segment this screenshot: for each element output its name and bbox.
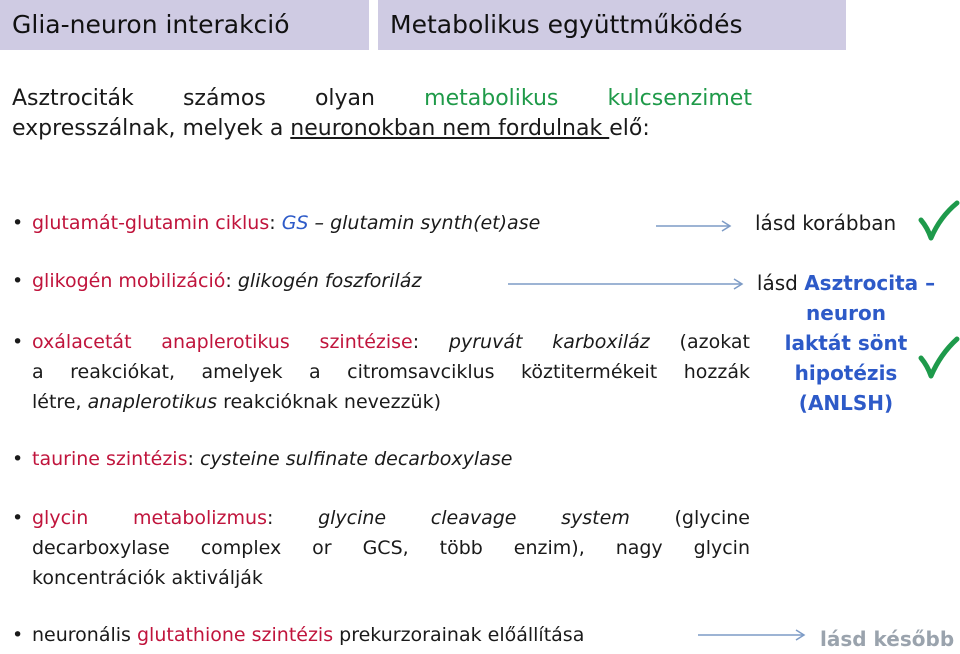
bullet-dot: •: [12, 624, 24, 646]
bullet-colon: :: [269, 212, 282, 234]
bullet-colon: :: [266, 507, 319, 529]
bullet-term: oxálacetát anaplerotikus szintézise: [32, 331, 413, 353]
arrow-right-icon: [508, 276, 748, 292]
bullet-text: koncentrációk aktiválják: [32, 567, 263, 589]
bullet-italic: anaplerotikus: [87, 391, 218, 413]
intro-text: expresszálnak, melyek a: [12, 116, 291, 141]
checkmark-icon: [918, 336, 960, 380]
bullet-text: (azokat: [649, 331, 750, 353]
intro-word: Asztrociták: [12, 86, 134, 111]
bullet-colon: :: [225, 270, 238, 292]
bullet-enzyme: – glutamin synth(et)ase: [308, 212, 541, 234]
side-note-link: hipotézis: [794, 361, 898, 385]
slide-title: Metabolikus együttműködés: [378, 0, 846, 50]
bullet-dot: •: [12, 212, 24, 234]
bullet-text: decarboxylase complex or GCS, több enzim), nagy glycin: [32, 537, 750, 559]
checkmark-icon: [918, 200, 960, 242]
bullet-enzyme: glikogén foszforiláz: [237, 270, 422, 292]
bullet-term: glutathione szintézis: [136, 624, 334, 646]
bullet-colon: :: [412, 331, 449, 353]
bullet-text: neuronális: [32, 624, 137, 646]
side-note: lásd korábban: [755, 211, 897, 235]
arrow-right-icon: [698, 627, 810, 643]
bullet-colon: :: [187, 448, 200, 470]
side-note-link: (ANLSH): [798, 391, 894, 415]
bullet-enzyme: glycine cleavage system: [318, 507, 630, 529]
side-note-link: neuron: [806, 301, 886, 325]
bullet-text: prekurzorainak előállítása: [333, 624, 585, 646]
bullet-term: taurine szintézis: [32, 448, 188, 470]
bullet-enzyme: pyruvát karboxiláz: [448, 331, 650, 353]
bullet-term: glikogén mobilizáció: [32, 270, 226, 292]
bullet-text: létre,: [32, 391, 88, 413]
topic-title: Glia-neuron interakció: [0, 0, 369, 50]
arrow-right-icon: [656, 218, 736, 234]
bullet-glutamat: [12, 208, 540, 238]
side-note-prefix: lásd: [756, 271, 805, 295]
bullet-dot: •: [12, 331, 24, 353]
bullet-text: reakcióknak nevezzük): [217, 391, 441, 413]
bullet-dot: •: [12, 507, 24, 529]
intro-underlined: neuronokban nem fordulnak: [290, 116, 610, 141]
bullet-glycin: [12, 503, 750, 593]
bullet-text: a reakciókat, amelyek a citromsavciklus köztitermékeit hozzák: [32, 361, 750, 383]
intro-word: számos: [182, 86, 266, 111]
enzyme-abbr: GS: [281, 212, 309, 234]
intro-word: olyan: [314, 86, 375, 111]
bullet-dot: •: [12, 448, 24, 470]
side-note-link: Asztrocita –: [804, 271, 936, 295]
intro-text: elő:: [609, 116, 650, 141]
intro-highlight: metabolikus: [424, 86, 559, 111]
intro-paragraph: [12, 84, 752, 144]
bullet-term: glycin metabolizmus: [32, 507, 267, 529]
bullet-text: (glycine: [629, 507, 750, 529]
bullet-term: glutamát-glutamin ciklus: [32, 212, 270, 234]
bullet-dot: •: [12, 270, 24, 292]
bullet-oxalacetat: [12, 327, 750, 417]
bullet-taurine: [12, 444, 512, 474]
side-note-link: laktát sönt: [784, 331, 908, 355]
intro-highlight: kulcsenzimet: [607, 86, 752, 111]
bullet-neuronalis: [12, 620, 584, 650]
side-note-later: lásd később: [820, 627, 955, 651]
side-note-anlsh: [748, 268, 944, 418]
bullet-glikogen: [12, 266, 421, 296]
bullet-enzyme: cysteine sulfinate decarboxylase: [199, 448, 513, 470]
